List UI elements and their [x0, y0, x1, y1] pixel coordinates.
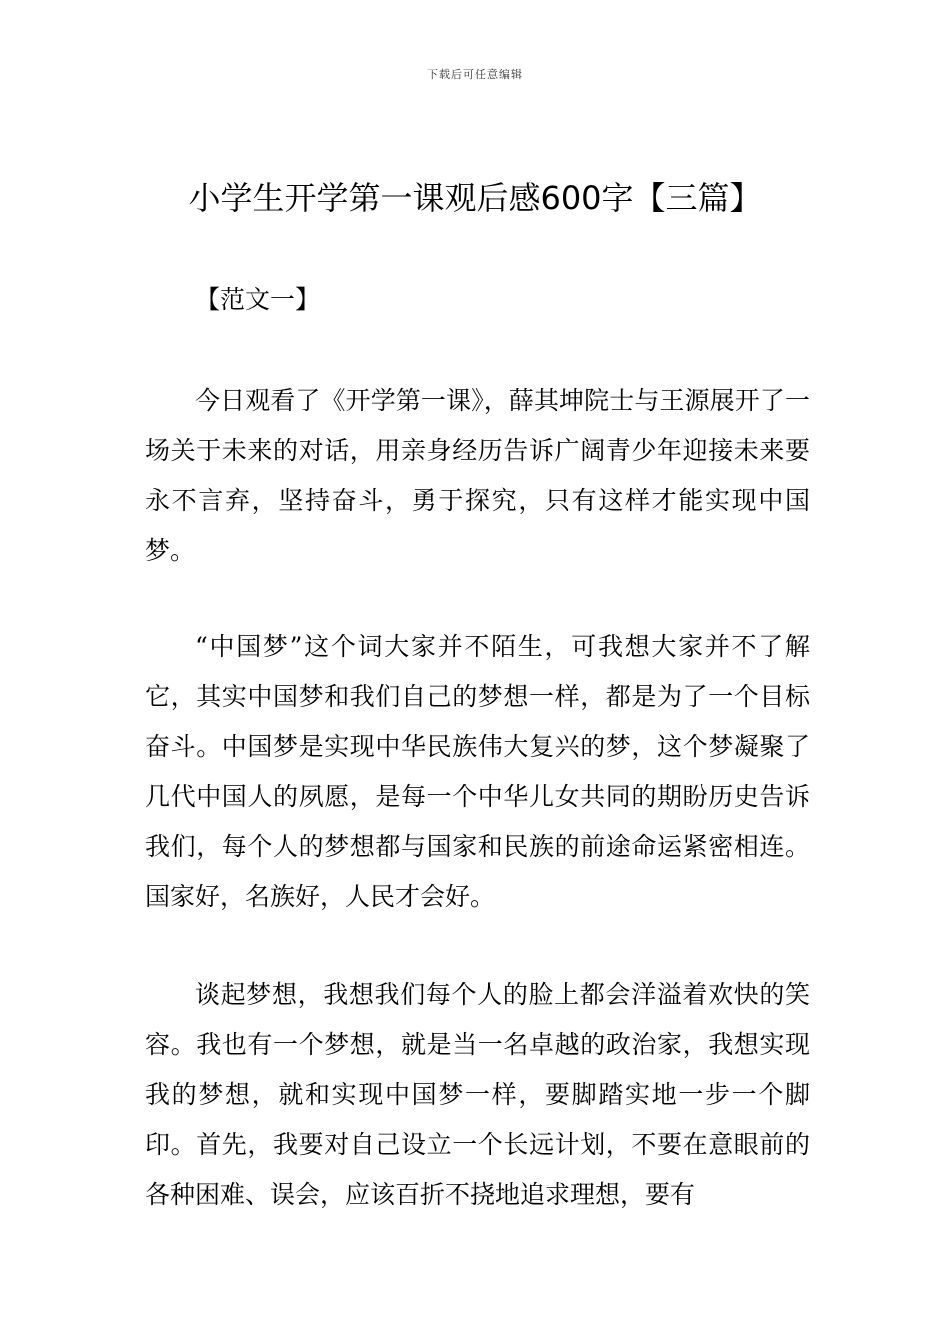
document-title: 小学生开学第一课观后感600字【三篇】	[188, 179, 762, 217]
section-label: 【范文一】	[195, 285, 321, 314]
paragraph-2: “中国梦”这个词大家并不陌生，可我想大家并不了解它，其实中国梦和我们自己的梦想一样，都是为了一个目标奋斗。中国梦是实现中华民族伟大复兴的梦，这个梦凝聚了几代中国人的夙愿，是每一个中华儿女共同的期盼历史告诉我们，每个人的梦想都与国家和民族的前途命运紧密相连。国家好，名族好，人民才会好。	[145, 632, 810, 911]
paragraph-3: 谈起梦想，我想我们每个人的脸上都会洋溢着欢快的笑容。我也有一个梦想，就是当一名卓越的政治家，我想实现我的梦想，就和实现中国梦一样，要脚踏实地一步一个脚印。首先，我要对自己设立一个长远计划，不要在意眼前的各种困难、误会，应该百折不挠地追求理想，要有	[145, 980, 810, 1209]
paragraph-1: 今日观看了《开学第一课》，薛其坤院士与王源展开了一场关于未来的对话，用亲身经历告诉广阔青少年迎接未来要永不言弃，坚持奋斗，勇于探究，只有这样才能实现中国梦。	[145, 386, 810, 565]
header-note: 下载后可任意编辑	[427, 68, 523, 81]
